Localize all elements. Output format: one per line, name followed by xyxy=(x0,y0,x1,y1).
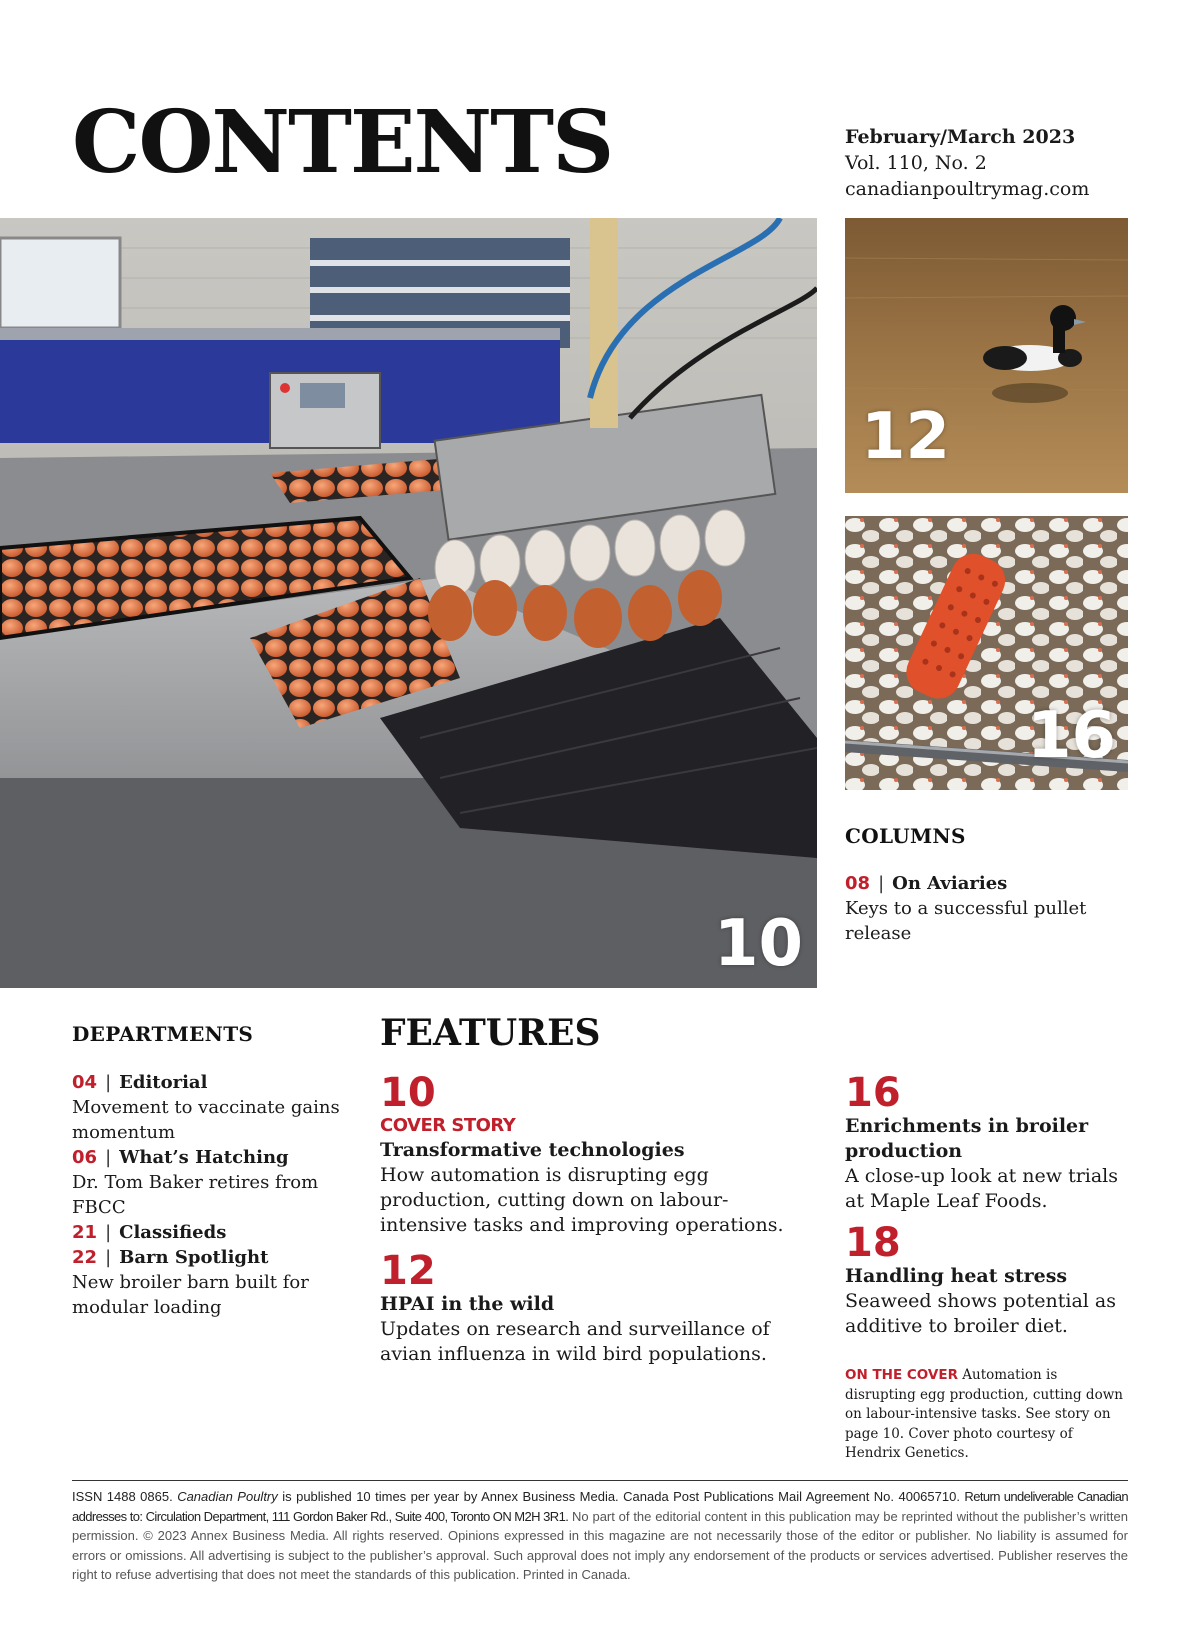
publication-footer xyxy=(72,1480,1128,1585)
entry-description: Movement to vaccinate gains momentum xyxy=(72,1097,340,1143)
page-title: CONTENTS xyxy=(72,92,613,193)
feature-description: Seaweed shows potential as additive to broiler diet. xyxy=(845,1290,1116,1337)
issue-date: February/March 2023 xyxy=(845,126,1076,148)
main-photo-page-number: 10 xyxy=(713,907,803,981)
page-number: 21 xyxy=(72,1222,98,1243)
feature-page-number: 12 xyxy=(380,1248,436,1294)
feature-headline: Handling heat stress xyxy=(845,1265,1068,1287)
column-entry-title: 08 | On Aviaries xyxy=(845,873,1008,894)
features-heading: FEATURES xyxy=(380,1012,601,1054)
feature-item xyxy=(380,1250,810,1367)
list-item: 04 | Editorial Movement to vaccinate gains momentum xyxy=(72,1070,362,1145)
feature-description: A close-up look at new trials at Maple Leaf Foods. xyxy=(845,1165,1119,1212)
departments-heading: DEPARTMENTS xyxy=(72,1022,254,1046)
chickens-photo xyxy=(845,516,1128,790)
feature-kicker: COVER STORY xyxy=(380,1115,516,1136)
main-photo xyxy=(0,218,817,988)
page-number: 04 xyxy=(72,1072,98,1093)
page-number: 22 xyxy=(72,1247,98,1268)
columns-heading: COLUMNS xyxy=(845,824,966,848)
feature-description: Updates on research and surveillance of avian influenza in wild bird populations. xyxy=(380,1318,770,1365)
list-item: 22 | Barn Spotlight New broiler barn built for modular loading xyxy=(72,1245,362,1320)
entry-name: On Aviaries xyxy=(892,873,1008,894)
return-address: Return undeliverable Canadian addresses to: Circulation Department, 111 Gordon Baker Rd., Suite 400, Toronto ON M2H 3R1. xyxy=(72,1489,1128,1524)
entry-description: Dr. Tom Baker retires from FBCC xyxy=(72,1172,319,1218)
entry-name: What’s Hatching xyxy=(119,1147,289,1168)
page-number: 06 xyxy=(72,1147,98,1168)
entry-description: Keys to a successful pullet release xyxy=(845,898,1087,944)
feature-item xyxy=(845,1222,1130,1339)
issue-info xyxy=(845,124,1145,202)
publication-name: Canadian Poultry xyxy=(177,1489,278,1504)
feature-item xyxy=(845,1072,1130,1214)
list-item: 06 | What’s Hatching Dr. Tom Baker retires from FBCC xyxy=(72,1145,362,1220)
feature-page-number: 10 xyxy=(380,1070,436,1116)
feature-page-number: 16 xyxy=(845,1070,901,1116)
departments-list xyxy=(72,1070,362,1320)
list-item: 21 | Classifieds xyxy=(72,1222,227,1243)
website: canadianpoultrymag.com xyxy=(845,178,1090,200)
chickens-photo-page-number: 16 xyxy=(1026,699,1116,773)
feature-item xyxy=(380,1072,810,1238)
cover-note xyxy=(845,1366,1130,1464)
disclaimer: No part of the editorial content in this publication may be reprinted without the publisher’s written permission. © 2023 Annex Business Media. All rights reserved. Opinions expressed in this magazine are not necessarily those of the editor or publisher. No liability is assumed for errors or omissions. All advertising is subject to the publisher’s approval. Such approval does not imply any endorsement of the products or services advertised. Publisher reserves the right to refuse advertising that does not meet the standards of this publication. Printed in Canada. xyxy=(72,1508,1128,1582)
issn: ISSN 1488 0865. xyxy=(72,1489,173,1504)
feature-headline: Transformative technologies xyxy=(380,1139,685,1161)
columns-list xyxy=(845,871,1145,946)
feature-headline: Enrichments in broiler production xyxy=(845,1115,1089,1162)
feature-description: How automation is disrupting egg production, cutting down on labour-intensive tasks and improving operations. xyxy=(380,1164,784,1236)
issue-volume: Vol. 110, No. 2 xyxy=(845,152,987,174)
entry-name: Barn Spotlight xyxy=(119,1247,269,1268)
duck-photo-page-number: 12 xyxy=(861,400,951,474)
cover-note-text: Automation is disrupting egg production, cutting down on labour-intensive tasks. See story on page 10. Cover photo courtesy of Hendrix Genetics. xyxy=(845,1367,1123,1461)
cover-note-label: ON THE COVER xyxy=(845,1367,958,1383)
feature-page-number: 18 xyxy=(845,1220,901,1266)
publication-statement: is published 10 times per year by Annex Business Media. Canada Post Publications Mail Agreement No. 40065710. xyxy=(282,1489,960,1504)
entry-name: Classifieds xyxy=(119,1222,227,1243)
duck-photo xyxy=(845,218,1128,493)
egg-machine-image xyxy=(0,218,817,988)
page-number: 08 xyxy=(845,873,871,894)
entry-description: New broiler barn built for modular loading xyxy=(72,1272,309,1318)
entry-name: Editorial xyxy=(119,1072,208,1093)
feature-headline: HPAI in the wild xyxy=(380,1293,555,1315)
